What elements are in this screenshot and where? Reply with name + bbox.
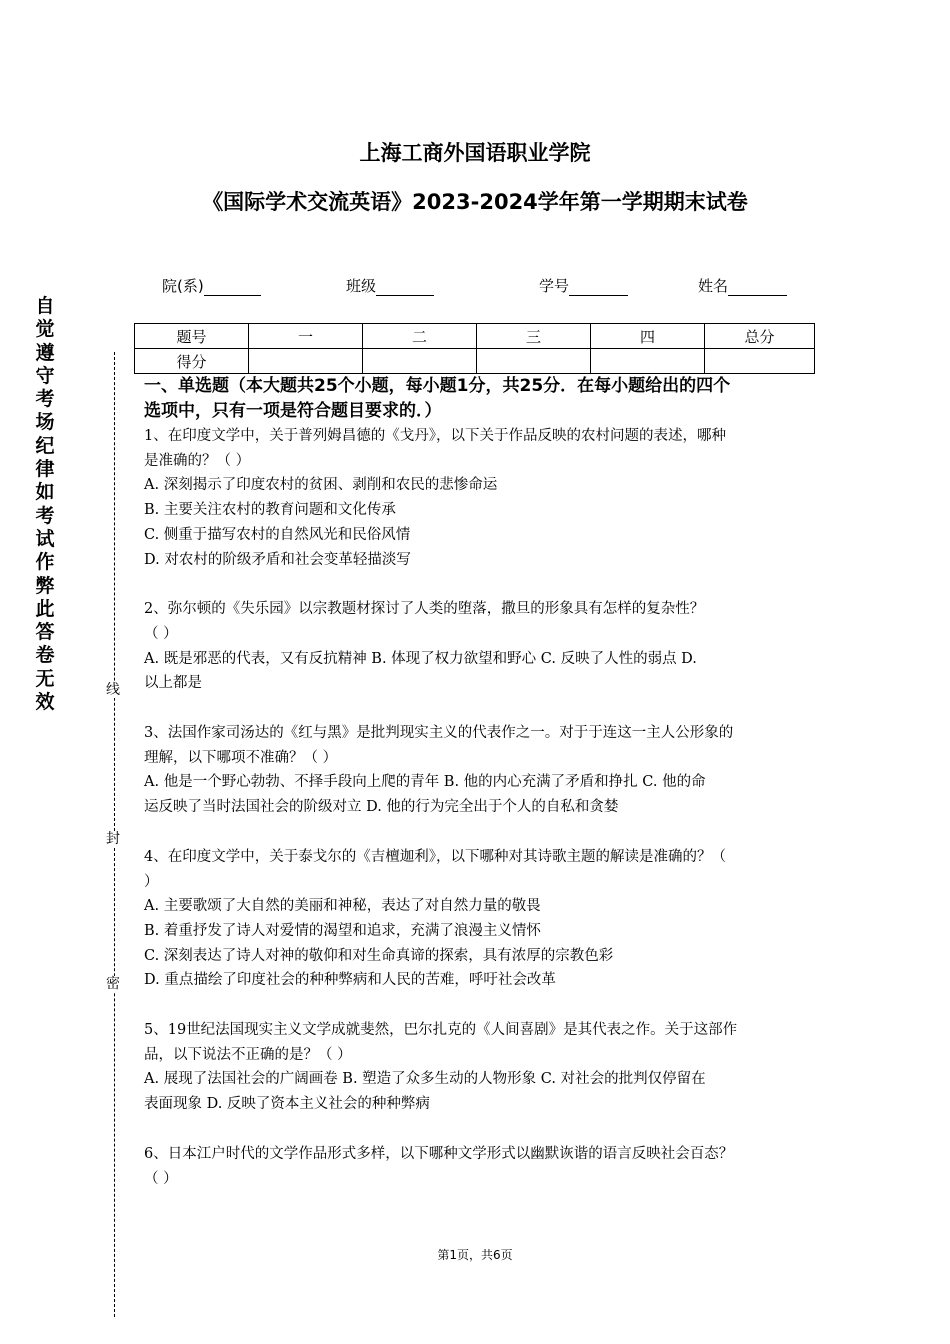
score-input-cell[interactable] bbox=[705, 349, 815, 374]
school-title: 上海工商外国语职业学院 bbox=[359, 141, 591, 165]
question-option: A. 既是邪恶的代表，又有反抗精神 B. 体现了权力欲望和野心 C. 反映了人性的弱点 D. bbox=[144, 650, 697, 667]
question-text: 品，以下说法不正确的是？（ ） bbox=[144, 1046, 352, 1063]
question-option: A. 展现了法国社会的广阔画卷 B. 塑造了众多生动的人物形象 C. 对社会的批判仅停留在 bbox=[144, 1071, 706, 1088]
student-id-field bbox=[539, 275, 628, 296]
student-id-label: 学号 bbox=[539, 277, 570, 295]
question-option: A. 他是一个野心勃勃、不择手段向上爬的青年 B. 他的内心充满了矛盾和挣扎 C. 他的命 bbox=[144, 774, 706, 791]
question-option: C. 侧重于描写农村的自然风光和民俗风情 bbox=[144, 526, 411, 543]
question-option: 以上都是 bbox=[144, 675, 202, 692]
question-option: D. 重点描绘了印度社会的种种弊病和人民的苦难，呼吁社会改革 bbox=[144, 972, 556, 989]
question-4 bbox=[144, 845, 816, 993]
question-option: C. 深刻表达了诗人对神的敬仰和对生命真谛的探索，具有浓厚的宗教色彩 bbox=[144, 947, 614, 964]
score-input-cell[interactable] bbox=[363, 349, 477, 374]
seal-mark-seal: 封 bbox=[106, 831, 120, 847]
score-header-cell: 一 bbox=[249, 324, 363, 349]
score-table bbox=[134, 323, 815, 374]
question-text: 理解，以下哪项不准确？（ ） bbox=[144, 749, 338, 766]
score-header-cell: 四 bbox=[591, 324, 705, 349]
question-option: A. 主要歌颂了大自然的美丽和神秘，表达了对自然力量的敬畏 bbox=[144, 898, 541, 915]
seal-mark-line: 线 bbox=[106, 682, 120, 698]
score-table-score-row bbox=[135, 349, 815, 374]
question-option: B. 主要关注农村的教育问题和文化传承 bbox=[144, 502, 396, 519]
question-text: 6、日本江户时代的文学作品形式多样，以下哪种文学形式以幽默诙谐的语言反映社会百态？ bbox=[144, 1145, 734, 1162]
score-input-cell[interactable] bbox=[249, 349, 363, 374]
question-text: 5、19世纪法国现实主义文学成就斐然，巴尔扎克的《人间喜剧》是其代表之作。关于这部作 bbox=[144, 1022, 738, 1039]
name-field bbox=[698, 275, 787, 296]
department-label: 院(系) bbox=[162, 277, 204, 295]
question-3 bbox=[144, 721, 816, 820]
question-option: D. 对农村的阶级矛盾和社会变革轻描淡写 bbox=[144, 551, 411, 568]
score-input-cell[interactable] bbox=[477, 349, 591, 374]
question-text: （ ） bbox=[144, 1170, 178, 1187]
student-id-blank[interactable] bbox=[569, 281, 628, 296]
class-label: 班级 bbox=[346, 277, 377, 295]
score-header-cell: 三 bbox=[477, 324, 591, 349]
exam-content bbox=[144, 374, 816, 1191]
department-blank[interactable] bbox=[204, 281, 261, 296]
question-text: 4、在印度文学中，关于泰戈尔的《吉檀迦利》，以下哪种对其诗歌主题的解读是准确的？（ bbox=[144, 848, 726, 865]
question-text: 1、在印度文学中，关于普列姆昌德的《戈丹》，以下关于作品反映的农村问题的表述，哪种 bbox=[144, 428, 726, 444]
question-text: 3、法国作家司汤达的《红与黑》是批判现实主义的代表作之一。对于于连这一主人公形象的 bbox=[144, 725, 734, 742]
question-option: A. 深刻揭示了印度农村的贫困、剥削和农民的悲惨命运 bbox=[144, 477, 498, 494]
class-field bbox=[346, 275, 434, 296]
score-input-cell[interactable] bbox=[591, 349, 705, 374]
department-field bbox=[162, 275, 261, 296]
score-header-cell: 总分 bbox=[705, 324, 815, 349]
question-5 bbox=[144, 1018, 816, 1117]
class-blank[interactable] bbox=[376, 281, 434, 296]
score-header-cell: 二 bbox=[363, 324, 477, 349]
section-heading: 一、单选题（本大题共25个小题，每小题1分，共25分．在每小题给出的四个 bbox=[144, 376, 731, 396]
question-text: ） bbox=[144, 873, 159, 890]
side-notice: 自觉遵守考场纪律如考试作弊此答卷无效 bbox=[35, 295, 55, 714]
question-option: 运反映了当时法国社会的阶级对立 D. 他的行为完全出于个人的自私和贪婪 bbox=[144, 799, 619, 816]
question-2 bbox=[144, 597, 816, 696]
score-header-cell: 题号 bbox=[135, 324, 249, 349]
question-option: B. 着重抒发了诗人对爱情的渴望和追求，充满了浪漫主义情怀 bbox=[144, 922, 541, 939]
page-footer: 第1页，共6页 bbox=[437, 1248, 513, 1262]
section-heading: 选项中，只有一项是符合题目要求的．） bbox=[144, 401, 442, 421]
name-blank[interactable] bbox=[728, 281, 787, 296]
score-table-header-row bbox=[135, 324, 815, 349]
question-text: 2、弥尔顿的《失乐园》以宗教题材探讨了人类的堕落，撒旦的形象具有怎样的复杂性？ bbox=[144, 601, 705, 618]
seal-mark-secret: 密 bbox=[106, 976, 120, 992]
name-label: 姓名 bbox=[698, 277, 729, 295]
question-option: 表面现象 D. 反映了资本主义社会的种种弊病 bbox=[144, 1096, 430, 1113]
score-row-label: 得分 bbox=[135, 349, 249, 374]
exam-title: 《国际学术交流英语》2023-2024学年第一学期期末试卷 bbox=[202, 190, 748, 214]
question-1 bbox=[144, 424, 816, 572]
question-6 bbox=[144, 1142, 816, 1191]
question-text: （ ） bbox=[144, 625, 178, 642]
question-text: 是准确的？（ ） bbox=[144, 452, 251, 469]
